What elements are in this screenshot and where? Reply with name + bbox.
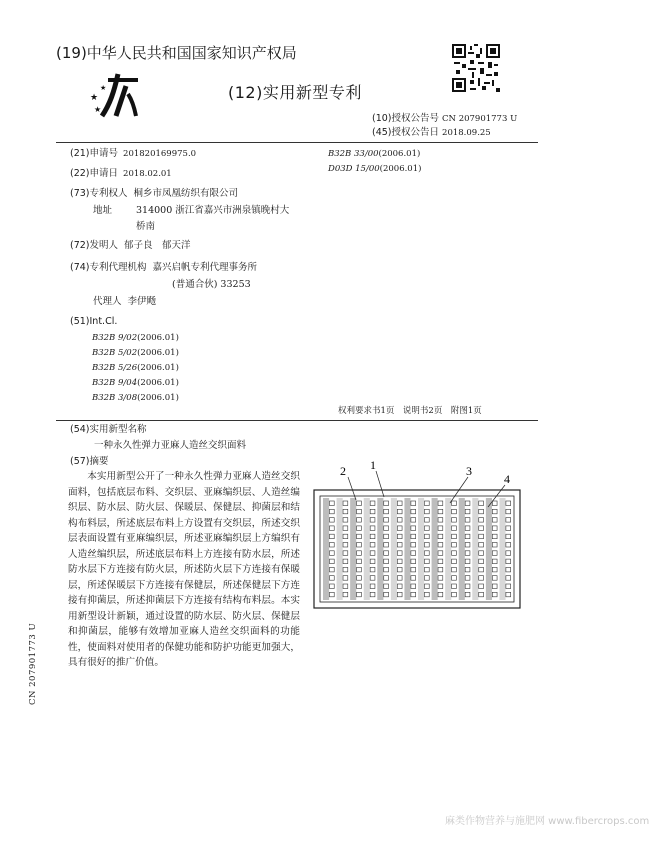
publication-date-label: (45)授权公告日 <box>372 127 440 138</box>
weave-cell <box>343 592 348 597</box>
weave-cell <box>329 551 334 556</box>
weave-cell <box>397 559 402 564</box>
application-number-row <box>70 148 196 160</box>
weave-cell <box>411 551 416 556</box>
weave-cell <box>479 501 484 506</box>
int-cl-entry: B32B 5/02(2006.01) <box>92 348 179 358</box>
agency-line-2: (普通合伙) 33253 <box>172 279 251 290</box>
weave-cell <box>397 509 402 514</box>
weave-cell <box>343 526 348 531</box>
fabric-inner-frame <box>320 496 514 602</box>
weave-cell <box>384 551 389 556</box>
weave-cell <box>397 518 402 523</box>
publication-number: CN 207901773 U <box>442 114 518 124</box>
warp-band <box>391 498 397 600</box>
abstract-text: 本实用新型公开了一种永久性弹力亚麻人造丝交织面料，包括底层布料、交织层、亚麻编织层、人造丝编织层、防水层、防火层、保暖层、保健层、抑菌层和结构布料层，所述底层布料上方设置有交织层，所述交织层表面设置有亚麻编织层，所述亚麻编织层上方编织有人造丝编织层，所述底层布料上方连接有防水层，所述防水层下方连接有防火层，所述防火层下方连接有保暖层，所述保暖层下方连接有保健层，所述保健层下方连接有抑菌层，所述抑菌层下方连接有结构布料层。本实用新型设计新颖，通过设置的防水层、防火层、保健层和抑菌层，能够有效增加亚麻人造丝交织面料的功能性，使面料对使用者的保健功能和防护功能更加强大，具有很好的推广价值。 <box>68 471 300 668</box>
weave-cell <box>370 501 375 506</box>
weave-cell <box>384 559 389 564</box>
weave-cell <box>492 551 497 556</box>
weave-cell <box>424 584 429 589</box>
weave-cell <box>506 518 511 523</box>
weave-cell <box>465 592 470 597</box>
patentee-label: (73)专利权人 <box>70 188 128 199</box>
weave-cell <box>329 518 334 523</box>
weave-cell <box>424 501 429 506</box>
weave-cell <box>479 509 484 514</box>
weave-cell <box>465 501 470 506</box>
weave-cell <box>370 551 375 556</box>
weave-cell <box>343 567 348 572</box>
weave-cell <box>329 526 334 531</box>
application-number-label: (21)申请号 <box>70 148 119 159</box>
weave-cell <box>357 534 362 539</box>
application-date-row <box>70 168 172 180</box>
weave-cell <box>424 576 429 581</box>
address-label: 地址 <box>93 205 113 216</box>
weave-cell <box>492 526 497 531</box>
weave-cell <box>424 551 429 556</box>
weave-cell <box>438 509 443 514</box>
weave-cell <box>452 518 457 523</box>
weave-cell <box>370 559 375 564</box>
weave-cell <box>424 567 429 572</box>
weave-cell <box>370 567 375 572</box>
weave-cell <box>370 584 375 589</box>
weave-cell <box>329 534 334 539</box>
weave-cell <box>452 559 457 564</box>
agent-row <box>93 296 156 308</box>
weave-cell <box>357 526 362 531</box>
weave-cell <box>424 534 429 539</box>
utility-model-title: 一种永久性弹力亚麻人造丝交织面料 <box>94 440 247 451</box>
warp-band <box>377 498 383 600</box>
inventor-row <box>70 240 191 252</box>
watermark: 麻类作物营养与施肥网 www.fibercrops.com <box>445 816 649 827</box>
weave-cell <box>343 576 348 581</box>
weave-cell <box>506 501 511 506</box>
agent-label: 代理人 <box>93 296 122 307</box>
weave-cell <box>411 534 416 539</box>
weave-cell <box>479 576 484 581</box>
publication-date-row <box>372 127 491 139</box>
application-date: 2018.02.01 <box>123 169 172 179</box>
weave-cell <box>397 576 402 581</box>
weave-cell <box>411 584 416 589</box>
weave-cell <box>357 501 362 506</box>
biblio-rule <box>56 420 538 421</box>
weave-cell <box>492 567 497 572</box>
figure-label-3: 3 <box>466 464 472 478</box>
warp-band <box>337 498 343 600</box>
weave-cell <box>384 518 389 523</box>
publication-date: 2018.09.25 <box>442 128 491 138</box>
weave-cell <box>465 534 470 539</box>
weave-cell <box>329 592 334 597</box>
weave-cell <box>411 501 416 506</box>
weave-cell <box>357 592 362 597</box>
weave-cell <box>506 534 511 539</box>
weave-cell <box>479 567 484 572</box>
warp-band <box>486 498 492 600</box>
weave-cell <box>343 501 348 506</box>
abstract-text-block <box>68 469 300 671</box>
weave-cell <box>452 526 457 531</box>
weave-cell <box>329 501 334 506</box>
weave-cell <box>343 543 348 548</box>
weave-cell <box>506 584 511 589</box>
weave-cell <box>479 534 484 539</box>
weave-cell <box>438 592 443 597</box>
weave-cell <box>438 584 443 589</box>
weave-cell <box>329 567 334 572</box>
weave-cell <box>465 576 470 581</box>
inventor-label: (72)发明人 <box>70 240 119 251</box>
int-cl-label: (51)Int.Cl. <box>70 316 118 327</box>
weave-cell <box>506 551 511 556</box>
weave-cell <box>411 543 416 548</box>
weave-cell <box>384 534 389 539</box>
weave-cell <box>479 526 484 531</box>
weave-cell <box>384 526 389 531</box>
weave-cell <box>452 501 457 506</box>
patentee-row <box>70 188 238 200</box>
weave-cell <box>397 567 402 572</box>
side-publication-number: CN 207901773 U <box>28 622 38 705</box>
weave-cell <box>438 534 443 539</box>
warp-band <box>418 498 424 600</box>
weave-cell <box>465 509 470 514</box>
patentee: 桐乡市凤凰纺织有限公司 <box>133 188 239 199</box>
weave-cell <box>343 518 348 523</box>
weave-cell <box>343 534 348 539</box>
int-cl-entry: B32B 9/04(2006.01) <box>92 378 179 388</box>
weave-cell <box>329 509 334 514</box>
int-cl-entry-right: D03D 15/00(2006.01) <box>328 164 422 174</box>
weave-cell <box>397 584 402 589</box>
warp-band <box>350 498 356 600</box>
weave-cell <box>370 526 375 531</box>
weave-cell <box>357 567 362 572</box>
warp-band <box>364 498 370 600</box>
fabric-weave-grid <box>323 498 511 600</box>
weave-cell <box>357 551 362 556</box>
weave-cell <box>357 509 362 514</box>
warp-band <box>472 498 478 600</box>
svg-text:★: ★ <box>100 84 107 92</box>
weave-cell <box>492 576 497 581</box>
weave-cell <box>329 559 334 564</box>
weave-cell <box>357 559 362 564</box>
office-name: (19)中华人民共和国国家知识产权局 <box>56 44 297 62</box>
weave-cell <box>411 509 416 514</box>
weave-cell <box>465 518 470 523</box>
weave-cell <box>357 518 362 523</box>
weave-cell <box>357 584 362 589</box>
weave-cell <box>370 543 375 548</box>
svg-text:★: ★ <box>90 93 99 103</box>
warp-band <box>459 498 465 600</box>
weave-cell <box>357 576 362 581</box>
weave-cell <box>329 576 334 581</box>
weave-cell <box>397 543 402 548</box>
weave-cell <box>411 567 416 572</box>
weave-cell <box>492 518 497 523</box>
weave-cell <box>452 509 457 514</box>
weave-cell <box>384 592 389 597</box>
weave-cell <box>370 576 375 581</box>
weave-cell <box>384 543 389 548</box>
weave-cell <box>492 543 497 548</box>
weave-cell <box>424 592 429 597</box>
weave-cell <box>452 551 457 556</box>
warp-band <box>445 498 451 600</box>
weave-cell <box>452 534 457 539</box>
weave-cell <box>479 543 484 548</box>
svg-text:★: ★ <box>94 105 102 114</box>
document-type: (12)实用新型专利 <box>228 83 362 102</box>
weave-cell <box>438 559 443 564</box>
weave-cell <box>492 584 497 589</box>
address-line-2: 桥南 <box>136 221 156 232</box>
publication-number-row <box>372 113 517 125</box>
weave-cell <box>397 526 402 531</box>
weave-cell <box>465 551 470 556</box>
weave-cell <box>438 551 443 556</box>
weave-cell <box>384 584 389 589</box>
weave-cell <box>384 509 389 514</box>
weave-cell <box>424 526 429 531</box>
weave-cell <box>506 543 511 548</box>
weave-cell <box>452 567 457 572</box>
weave-cell <box>424 543 429 548</box>
weave-cell <box>397 592 402 597</box>
weave-cell <box>343 584 348 589</box>
weave-cell <box>411 592 416 597</box>
warp-band <box>323 498 329 600</box>
weave-cell <box>384 501 389 506</box>
abstract-label: (57)摘要 <box>70 456 109 467</box>
weave-cell <box>343 551 348 556</box>
int-cl-entry: B32B 3/08(2006.01) <box>92 393 179 403</box>
weave-cell <box>506 526 511 531</box>
agent: 李伊飏 <box>127 296 157 307</box>
weave-cell <box>424 559 429 564</box>
weave-cell <box>506 592 511 597</box>
weave-cell <box>411 559 416 564</box>
weave-cell <box>465 543 470 548</box>
weave-cell <box>343 509 348 514</box>
weave-cell <box>343 559 348 564</box>
application-number: 201820169975.0 <box>123 149 197 159</box>
fabric-structure-figure <box>300 455 530 615</box>
warp-band <box>404 498 410 600</box>
warp-band <box>432 498 438 600</box>
publication-number-label: (10)授权公告号 <box>372 113 440 124</box>
weave-cell <box>506 509 511 514</box>
weave-cell <box>506 567 511 572</box>
weave-cell <box>492 534 497 539</box>
weave-cell <box>506 559 511 564</box>
weave-cell <box>370 509 375 514</box>
weave-cell <box>329 584 334 589</box>
weave-cell <box>492 559 497 564</box>
agency-line-1: 嘉兴启帆专利代理事务所 <box>152 262 258 273</box>
weave-cell <box>384 576 389 581</box>
figure-label-2: 2 <box>340 464 346 478</box>
address-line-1: 314000 浙江省嘉兴市洲泉镇晚村大 <box>136 205 290 216</box>
weave-cell <box>465 559 470 564</box>
weave-cell <box>438 576 443 581</box>
page-counts: 权利要求书1页 说明书2页 附图1页 <box>338 406 482 416</box>
weave-cell <box>452 576 457 581</box>
warp-band <box>499 498 505 600</box>
int-cl-entry-right: B32B 33/00(2006.01) <box>328 149 421 159</box>
weave-cell <box>397 551 402 556</box>
weave-cell <box>411 526 416 531</box>
weave-cell <box>438 526 443 531</box>
weave-cell <box>452 584 457 589</box>
weave-cell <box>492 501 497 506</box>
weave-cell <box>506 576 511 581</box>
weave-cell <box>479 559 484 564</box>
qr-code <box>452 44 500 92</box>
weave-cell <box>492 592 497 597</box>
figure-label-4: 4 <box>504 472 510 486</box>
weave-cell <box>479 584 484 589</box>
leader-line-2 <box>348 477 356 500</box>
application-date-label: (22)申请日 <box>70 168 119 179</box>
agency-row <box>70 262 257 274</box>
inventors: 郁子良 郁天洋 <box>124 240 191 251</box>
weave-cell <box>424 509 429 514</box>
weave-cell <box>370 518 375 523</box>
figure-label-1: 1 <box>370 458 376 472</box>
cnipa-emblem-logo <box>88 70 144 122</box>
weave-cell <box>479 551 484 556</box>
weave-cell <box>370 534 375 539</box>
weave-cell <box>465 567 470 572</box>
weave-cell <box>370 592 375 597</box>
weave-cell <box>465 584 470 589</box>
weave-cell <box>438 518 443 523</box>
weave-cell <box>492 509 497 514</box>
weave-cell <box>479 592 484 597</box>
weave-cell <box>479 518 484 523</box>
header-rule <box>56 142 538 143</box>
weave-cell <box>397 501 402 506</box>
weave-cell <box>411 518 416 523</box>
int-cl-entry: B32B 5/26(2006.01) <box>92 363 179 373</box>
weave-cell <box>465 526 470 531</box>
weave-cell <box>438 543 443 548</box>
weave-cell <box>357 543 362 548</box>
weave-cell <box>424 518 429 523</box>
title-label: (54)实用新型名称 <box>70 424 147 435</box>
weave-cell <box>384 567 389 572</box>
weave-cell <box>452 592 457 597</box>
weave-cell <box>329 543 334 548</box>
weave-cell <box>397 534 402 539</box>
int-cl-entry: B32B 9/02(2006.01) <box>92 333 179 343</box>
weave-cell <box>452 543 457 548</box>
weave-cell <box>438 567 443 572</box>
leader-line-1 <box>376 471 384 497</box>
weave-cell <box>411 576 416 581</box>
agency-label: (74)专利代理机构 <box>70 262 147 273</box>
weave-cell <box>438 501 443 506</box>
